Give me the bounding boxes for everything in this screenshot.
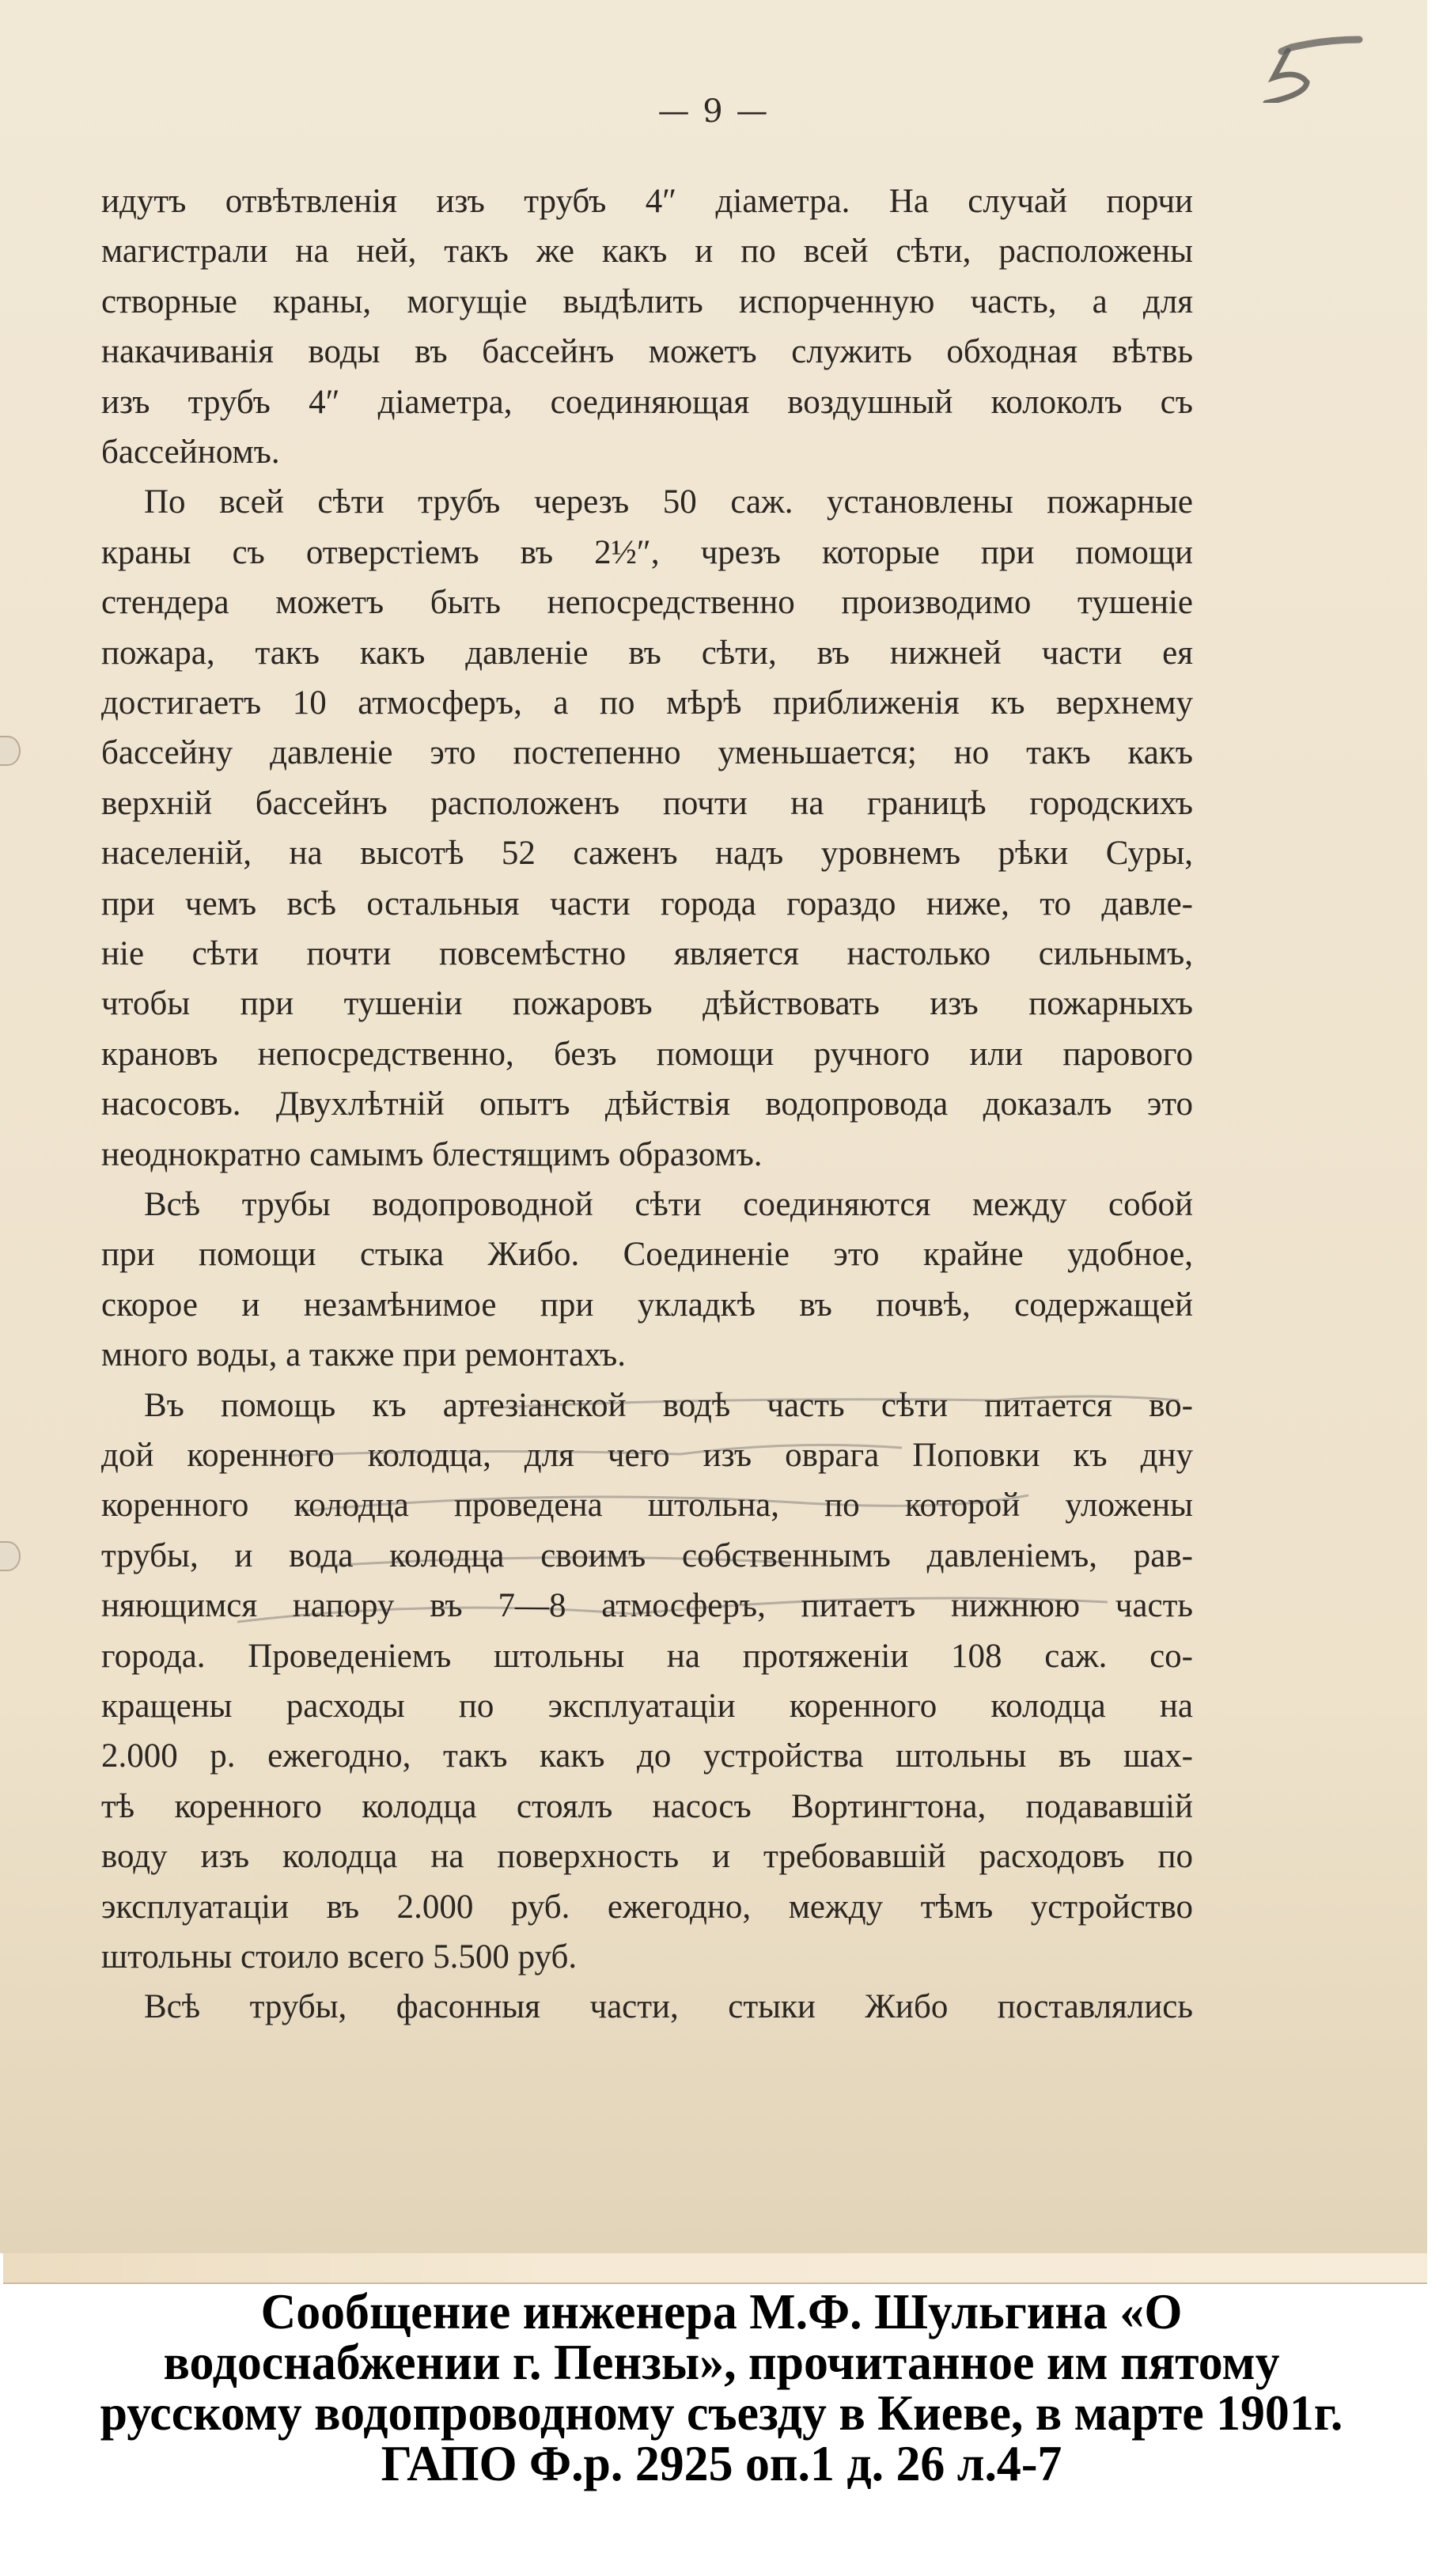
text-line: Всѣ трубы водопроводной сѣти соединяются между собой: [144, 1186, 1193, 1223]
text-line: кращены расходы по эксплуатаціи коренного колодца на: [101, 1688, 1193, 1725]
text-line: много воды, а также при ремонтахъ.: [101, 1336, 627, 1374]
text-line: при чемъ всѣ остальныя части города гораздо ниже, то давле-: [101, 885, 1193, 922]
text-line: верхній бассейнъ расположенъ почти на границѣ городскихъ: [101, 784, 1193, 822]
text-line: 2.000 р. ежегодно, такъ какъ до устройства штольны въ шах-: [101, 1737, 1193, 1775]
caption-line: водоснабжении г. Пензы», прочитанное им пятому: [163, 2335, 1280, 2390]
pencil-underline-marks: [237, 1392, 1187, 1677]
text-line: эксплуатаціи въ 2.000 руб. ежегодно, между тѣмъ устройство: [101, 1888, 1193, 1926]
text-line: коренного колодца проведена штольна, по которой уложены: [101, 1487, 1193, 1525]
binding-hole-icon: [0, 736, 21, 766]
text-line: чтобы при тушеніи пожаровъ дѣйствовать изъ пожарныхъ: [101, 985, 1193, 1023]
pencil-folio-mark: [1250, 16, 1384, 103]
text-line: накачиванія воды въ бассейнъ можетъ служить обходная вѣтвь: [101, 333, 1193, 371]
text-line: ніе сѣти почти повсемѣстно является настолько сильнымъ,: [101, 935, 1193, 972]
text-line: Всѣ трубы, фасонныя части, стыки Жибо поставлялись: [144, 1988, 1193, 2026]
text-line: достигаетъ 10 атмосферъ, а по мѣрѣ приближенія къ верхнему: [101, 684, 1193, 722]
text-line: магистрали на ней, такъ же какъ и по всей сѣти, расположены: [101, 233, 1193, 271]
text-line: при помощи стыка Жибо. Соединеніе это крайне удобное,: [101, 1236, 1193, 1274]
text-line: няющимся напору въ 7—8 атмосферъ, питаетъ нижнюю часть: [101, 1587, 1193, 1625]
text-line: идутъ отвѣтвленія изъ трубъ 4″ діаметра. На случай порчи: [101, 183, 1193, 220]
page-number: — 9 —: [657, 93, 770, 130]
text-line: скорое и незамѣнимое при укладкѣ въ почвѣ, содержащей: [101, 1286, 1193, 1324]
caption-line: ГАПО Ф.р. 2925 оп.1 д. 26 л.4-7: [381, 2436, 1062, 2491]
text-line: изъ трубъ 4″ діаметра, соединяющая воздушный колоколъ съ: [101, 383, 1193, 421]
text-line: бассейномъ.: [101, 434, 280, 471]
caption-line: Сообщение инженера М.Ф. Шульгина «О: [260, 2284, 1183, 2339]
page-bottom-edge: [3, 2253, 1427, 2284]
text-line: По всей сѣти трубъ черезъ 50 саж. установлены пожарные: [144, 483, 1193, 521]
text-line: населеній, на высотѣ 52 саженъ надъ уровнемъ рѣки Суры,: [101, 835, 1193, 873]
text-line: створные краны, могущіе выдѣлить испорченную часть, а для: [101, 282, 1193, 320]
text-line: Въ помощь къ артезіанской водѣ часть сѣти питается во-: [144, 1386, 1193, 1424]
text-line: штольны стоило всего 5.500 руб.: [101, 1938, 578, 1976]
text-line: воду изъ колодца на поверхность и требовавшій расходовъ по: [101, 1838, 1193, 1876]
text-line: стендера можетъ быть непосредственно производимо тушеніе: [101, 584, 1193, 622]
caption-line: русскому водопроводному съезду в Киеве, в марте 1901г.: [100, 2385, 1343, 2441]
text-line: тѣ коренного колодца стоялъ насосъ Вортингтона, подававшій: [101, 1787, 1193, 1825]
text-line: города. Проведеніемъ штольны на протяженіи 108 саж. со-: [101, 1637, 1193, 1675]
text-line: крановъ непосредственно, безъ помощи ручного или парового: [101, 1035, 1193, 1073]
text-line: бассейну давленіе это постепенно уменьшается; но такъ какъ: [101, 734, 1193, 772]
text-line: насосовъ. Двухлѣтній опытъ дѣйствія водопровода доказалъ это: [101, 1085, 1193, 1123]
caption: [0, 2286, 1443, 2489]
text-line: неоднократно самымъ блестящимъ образомъ.: [101, 1135, 763, 1173]
text-line: дой коренного колодца, для чего изъ оврага Поповки къ дну: [101, 1437, 1193, 1474]
text-line: краны съ отверстіемъ въ 2½″, чрезъ которые при помощи: [101, 533, 1193, 571]
binding-hole-icon: [0, 1541, 21, 1571]
text-line: трубы, и вода колодца своимъ собственнымъ давленіемъ, рав-: [101, 1536, 1193, 1574]
text-line: пожара, такъ какъ давленіе въ сѣти, въ нижней части ея: [101, 634, 1193, 672]
